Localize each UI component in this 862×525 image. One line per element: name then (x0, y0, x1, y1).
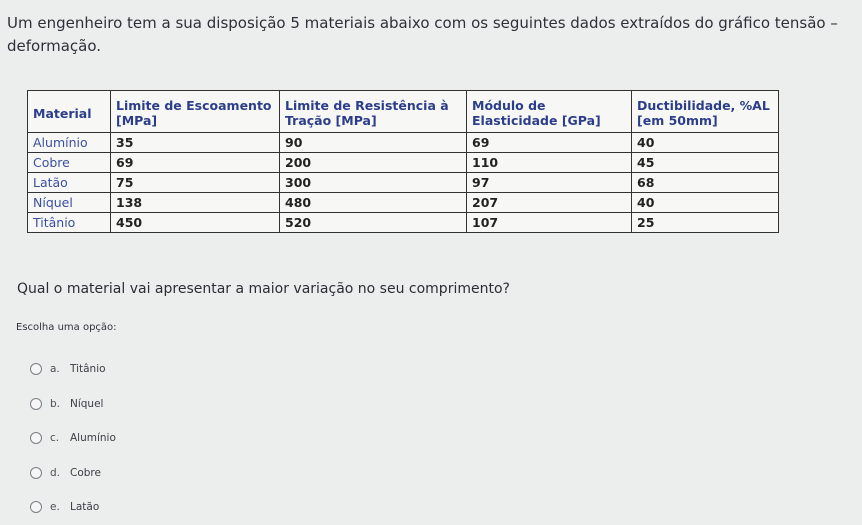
option-d[interactable] (30, 456, 116, 491)
table-cell: Titânio (28, 213, 111, 233)
table-cell: 35 (111, 133, 280, 153)
header-material: Material (28, 91, 111, 133)
table-row (28, 173, 779, 193)
table-cell: 97 (467, 173, 632, 193)
table-cell: 75 (111, 173, 280, 193)
option-letter: e. (50, 501, 60, 514)
option-letter: c. (50, 432, 60, 445)
option-label: Latão (70, 501, 100, 514)
option-label: Titânio (70, 363, 106, 376)
table-header-row (28, 91, 779, 133)
option-letter: a. (50, 363, 60, 376)
table-row (28, 213, 779, 233)
table-cell: 40 (632, 193, 779, 213)
option-label: Cobre (70, 466, 101, 479)
table-cell: 107 (467, 213, 632, 233)
option-label: Níquel (70, 397, 104, 410)
table-row (28, 133, 779, 153)
table-cell: Latão (28, 173, 111, 193)
radio-button[interactable] (30, 467, 42, 479)
table-cell: 300 (280, 173, 467, 193)
option-e[interactable] (30, 490, 116, 525)
header-ductility: Ductibilidade, %AL [em 50mm] (632, 91, 779, 133)
option-a[interactable] (30, 352, 116, 387)
table-cell: 69 (467, 133, 632, 153)
table-cell: 450 (111, 213, 280, 233)
table-cell: Cobre (28, 153, 111, 173)
table-cell: 520 (280, 213, 467, 233)
table-cell: 138 (111, 193, 280, 213)
table-row (28, 193, 779, 213)
header-elastic-modulus: Módulo de Elasticidade [GPa] (467, 91, 632, 133)
table-cell: Alumínio (28, 133, 111, 153)
table-cell: 40 (632, 133, 779, 153)
table-cell: 110 (467, 153, 632, 173)
table-cell: Níquel (28, 193, 111, 213)
table-cell: 90 (280, 133, 467, 153)
table-cell: 200 (280, 153, 467, 173)
question-intro: Um engenheiro tem a sua disposição 5 materiais abaixo com os seguintes dados extraídos do gráfico tensão – deformação. (7, 14, 838, 55)
answer-options (30, 352, 116, 525)
table-cell: 207 (467, 193, 632, 213)
table-row (28, 153, 779, 173)
option-c[interactable] (30, 421, 116, 456)
option-b[interactable] (30, 387, 116, 422)
radio-button[interactable] (30, 432, 42, 444)
materials-table (27, 90, 779, 233)
radio-button[interactable] (30, 398, 42, 410)
option-letter: d. (50, 466, 61, 479)
table-cell: 25 (632, 213, 779, 233)
option-label: Alumínio (70, 432, 116, 445)
radio-button[interactable] (30, 363, 42, 375)
choose-option-label: Escolha uma opção: (16, 322, 117, 333)
header-tensile-strength: Limite de Resistência à Tração [MPa] (280, 91, 467, 133)
header-yield-strength: Limite de Escoamento [MPa] (111, 91, 280, 133)
table-cell: 68 (632, 173, 779, 193)
option-letter: b. (50, 397, 61, 410)
radio-button[interactable] (30, 501, 42, 513)
question-prompt: Qual o material vai apresentar a maior variação no seu comprimento? (17, 281, 510, 297)
table-cell: 480 (280, 193, 467, 213)
table-cell: 69 (111, 153, 280, 173)
table-cell: 45 (632, 153, 779, 173)
